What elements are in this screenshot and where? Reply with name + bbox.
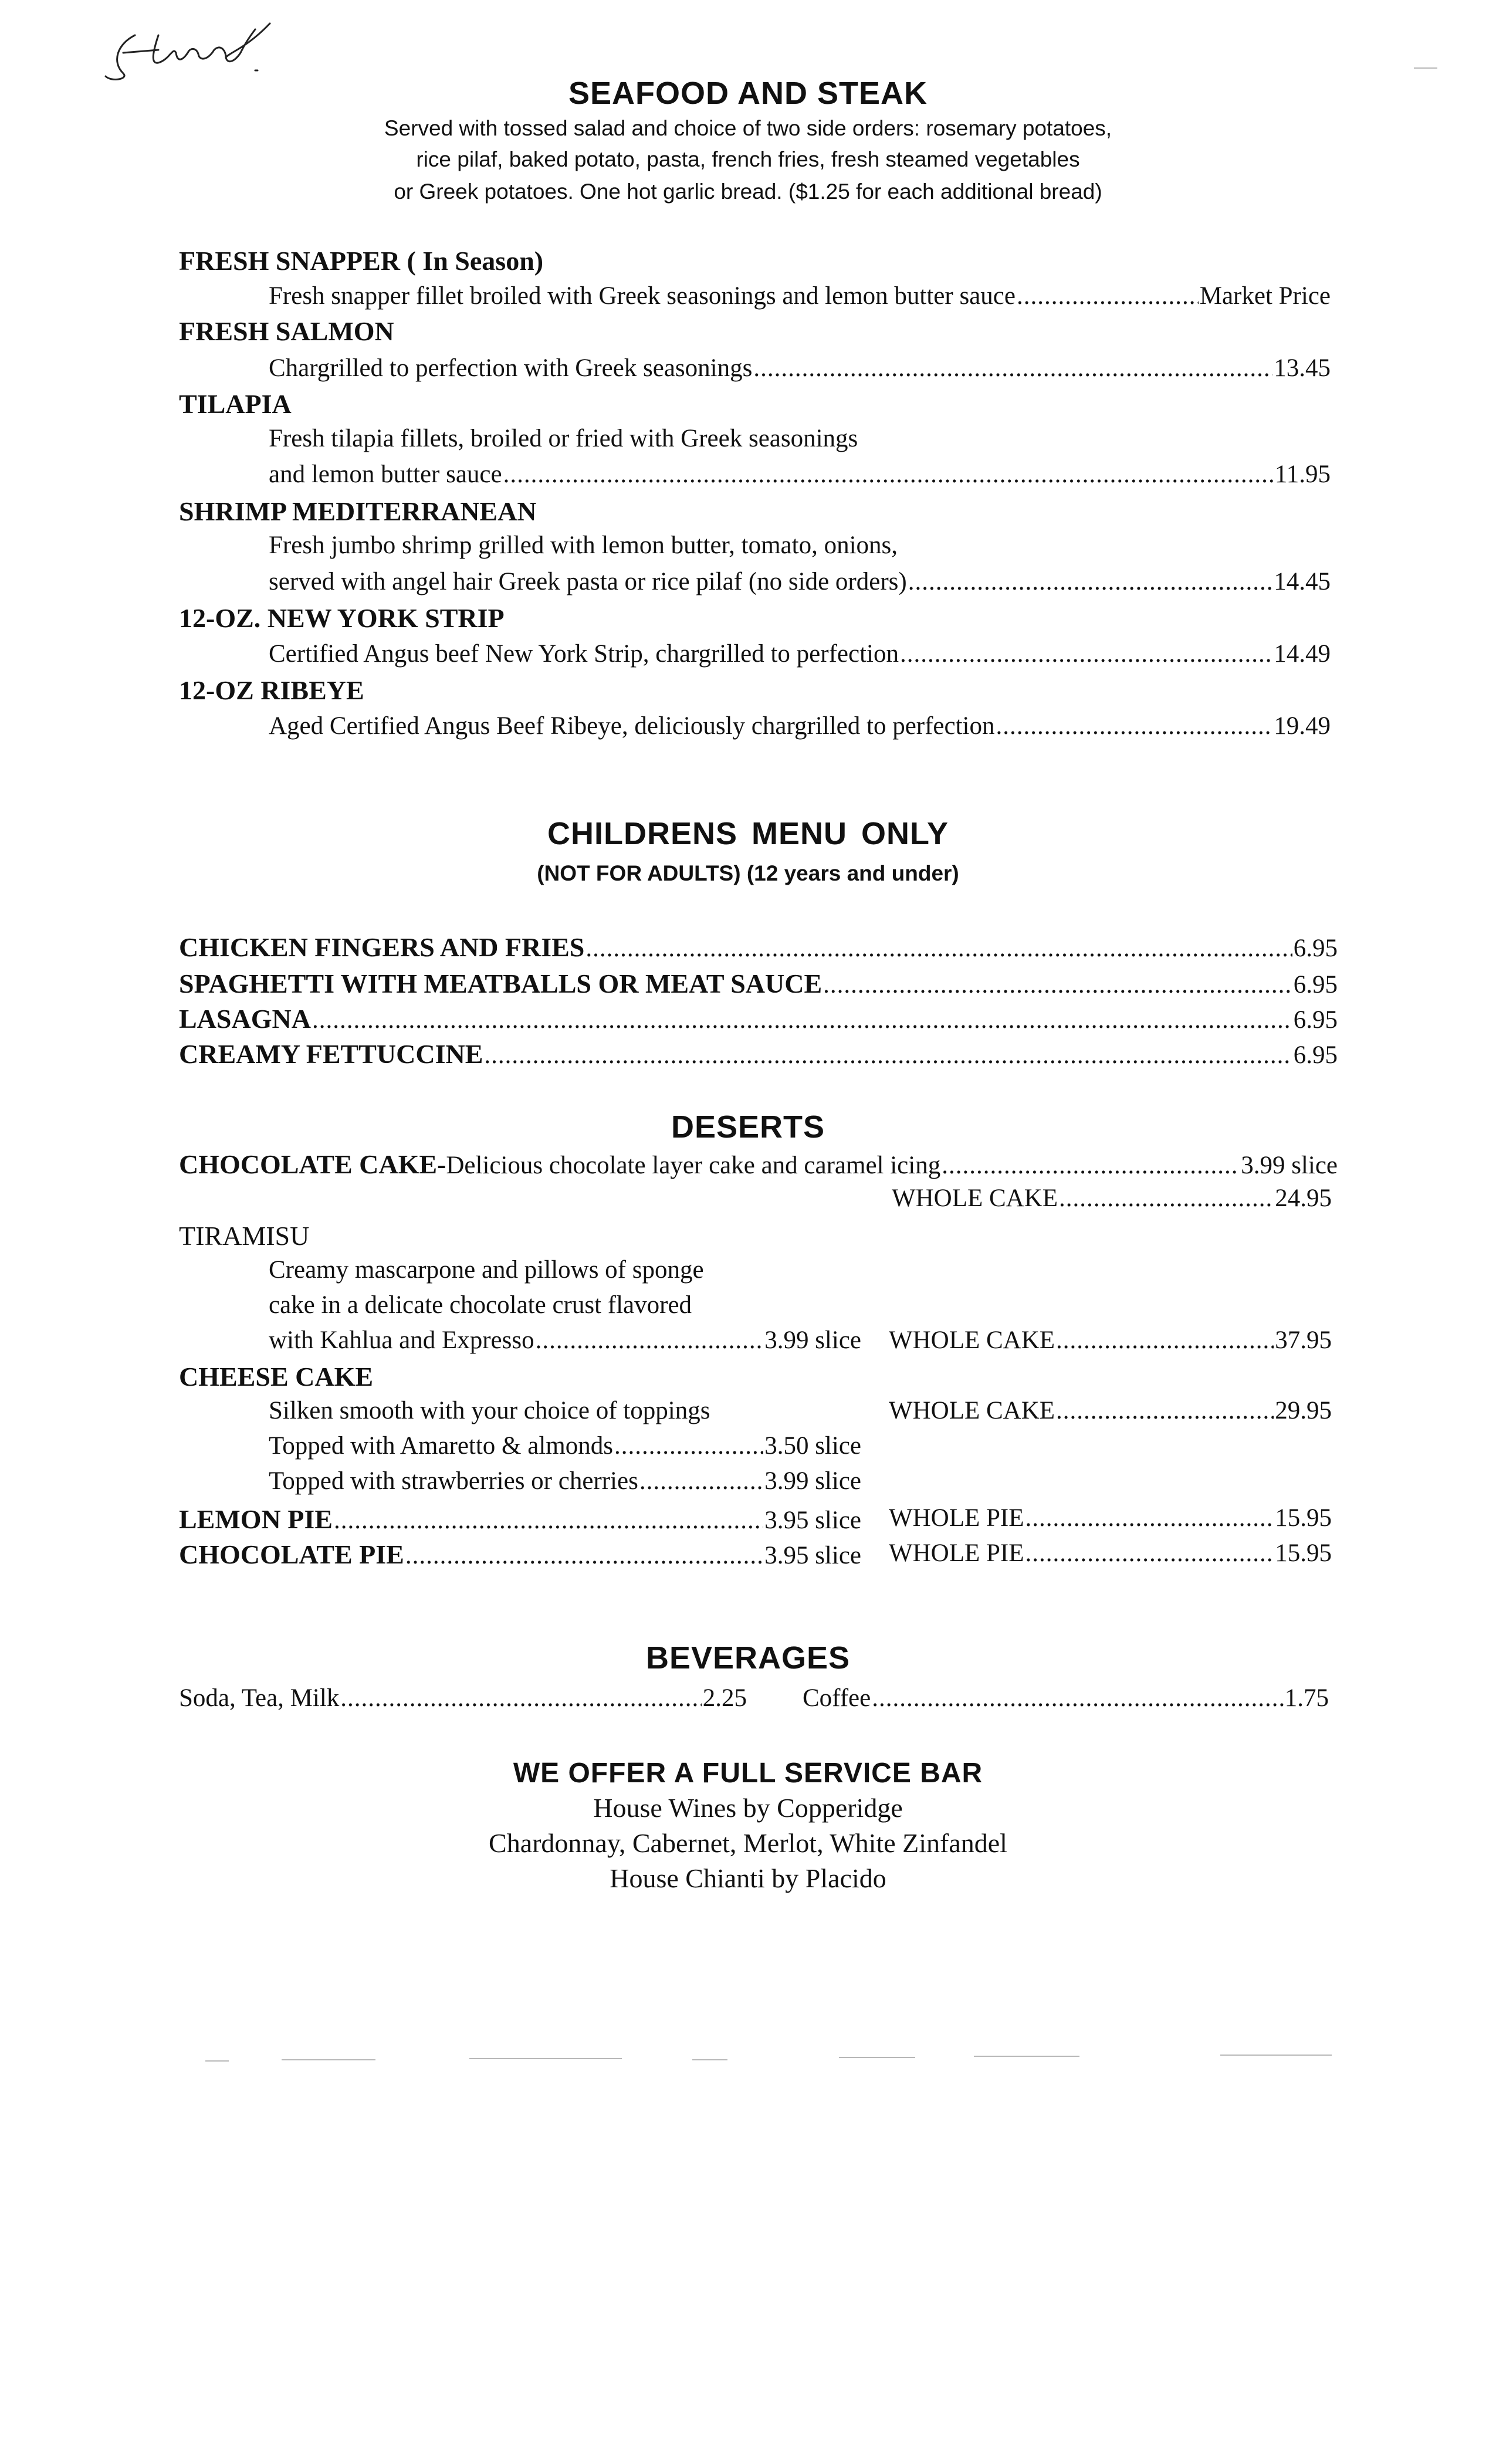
menu-item-salmon-price: 13.45 bbox=[1274, 354, 1331, 382]
menu-item-snapper: FRESH SNAPPER ( In Season) bbox=[179, 246, 544, 276]
menu-item-shrimp-row bbox=[269, 567, 1331, 596]
tiramisu-desc-1: Creamy mascarpone and pillows of sponge bbox=[269, 1256, 704, 1284]
tiramisu-slice-price: 3.99 slice bbox=[764, 1326, 861, 1354]
beverage-row bbox=[179, 1684, 747, 1712]
menu-item-tilapia-price: 11.95 bbox=[1274, 461, 1331, 488]
pie-whole-row bbox=[889, 1504, 1332, 1532]
bar-line: House Chianti by Placido bbox=[610, 1863, 886, 1893]
dot-leader bbox=[312, 1006, 1292, 1034]
dot-leader bbox=[900, 639, 1272, 668]
childrens-section-title: CHILDRENS MENU ONLY bbox=[547, 816, 949, 851]
dot-leader bbox=[823, 970, 1292, 999]
chocolate-cake-name: CHOCOLATE CAKE- bbox=[179, 1149, 446, 1179]
menu-item-salmon-desc: Chargrilled to perfection with Greek seasonings bbox=[269, 354, 753, 382]
whole-label: WHOLE PIE bbox=[889, 1539, 1024, 1567]
dot-leader bbox=[1056, 1326, 1274, 1355]
menu-item-shrimp-desc-2: served with angel hair Greek pasta or rice pilaf (no side orders) bbox=[269, 568, 907, 595]
menu-item-ribeye-desc: Aged Certified Angus Beef Ribeye, deliciously chargrilled to perfection bbox=[269, 712, 995, 740]
menu-item-tilapia-desc-1: Fresh tilapia fillets, broiled or fried with Greek seasonings bbox=[269, 425, 858, 452]
pie-slice-price: 3.95 slice bbox=[764, 1542, 861, 1569]
scan-artifact bbox=[839, 2057, 915, 2058]
kids-item-price: 6.95 bbox=[1293, 935, 1338, 962]
pie-slice-row bbox=[179, 1504, 861, 1535]
kids-item-row bbox=[179, 968, 1338, 999]
beverage-name: Coffee bbox=[803, 1684, 871, 1712]
menu-item-ribeye-price: 19.49 bbox=[1274, 712, 1331, 740]
pie-name: CHOCOLATE PIE bbox=[179, 1539, 404, 1569]
scan-artifact bbox=[1414, 67, 1437, 69]
menu-item-ribeye: 12-OZ RIBEYE bbox=[179, 675, 364, 705]
pie-slice-row bbox=[179, 1539, 861, 1570]
beverage-price: 1.75 bbox=[1284, 1684, 1329, 1712]
dot-leader bbox=[872, 1684, 1284, 1712]
pie-whole-price: 15.95 bbox=[1275, 1504, 1332, 1532]
chocolate-cake-desc: Delicious chocolate layer cake and caramel icing bbox=[446, 1152, 941, 1179]
menu-item-shrimp: SHRIMP MEDITERRANEAN bbox=[179, 496, 537, 526]
pie-whole-price: 15.95 bbox=[1275, 1539, 1332, 1567]
scan-artifact bbox=[282, 2059, 375, 2060]
dot-leader bbox=[1017, 282, 1199, 310]
deserts-section-title: DESERTS bbox=[671, 1109, 825, 1145]
pie-name: LEMON PIE bbox=[179, 1504, 333, 1534]
beverage-price: 2.25 bbox=[702, 1684, 747, 1712]
scan-artifact bbox=[1220, 2055, 1332, 2056]
dot-leader bbox=[405, 1541, 763, 1570]
dot-leader bbox=[334, 1506, 763, 1535]
dot-leader bbox=[1025, 1539, 1274, 1568]
cheese-cake-whole-price: 29.95 bbox=[1275, 1397, 1332, 1424]
dot-leader bbox=[1059, 1184, 1274, 1213]
kids-item-name: CHICKEN FINGERS AND FRIES bbox=[179, 932, 585, 962]
menu-item-salmon: FRESH SALMON bbox=[179, 316, 394, 346]
cheese-cake-desc: Silken smooth with your choice of toppings bbox=[269, 1397, 710, 1424]
menu-item-ny-strip: 12-OZ. NEW YORK STRIP bbox=[179, 603, 505, 633]
dot-leader bbox=[536, 1326, 764, 1355]
scan-artifact bbox=[205, 2060, 229, 2062]
tiramisu-whole-row bbox=[889, 1326, 1332, 1355]
scan-artifact bbox=[974, 2056, 1079, 2057]
whole-label: WHOLE CAKE bbox=[889, 1326, 1055, 1354]
beverage-row bbox=[803, 1684, 1329, 1712]
topping-price: 3.50 slice bbox=[764, 1432, 861, 1460]
tiramisu-whole-price: 37.95 bbox=[1275, 1326, 1332, 1354]
dot-leader bbox=[996, 712, 1273, 740]
menu-item-tilapia-desc-2: and lemon butter sauce bbox=[269, 461, 502, 488]
scan-artifact bbox=[692, 2059, 727, 2060]
whole-label: WHOLE CAKE bbox=[889, 1397, 1055, 1424]
menu-item-shrimp-price: 14.45 bbox=[1274, 568, 1331, 595]
menu-item-salmon-row bbox=[269, 354, 1331, 383]
seafood-intro-line-2: rice pilaf, baked potato, pasta, french fries, fresh steamed vegetables bbox=[416, 147, 1080, 171]
seafood-intro-line-1: Served with tossed salad and choice of two side orders: rosemary potatoes, bbox=[384, 116, 1112, 140]
kids-item-price: 6.95 bbox=[1293, 971, 1338, 999]
menu-item-tilapia-row bbox=[269, 460, 1331, 489]
kids-item-row bbox=[179, 1038, 1338, 1069]
pie-slice-price: 3.95 slice bbox=[764, 1507, 861, 1534]
dot-leader bbox=[585, 934, 1292, 963]
topping-name: Topped with strawberries or cherries bbox=[269, 1467, 638, 1495]
cheese-cake-whole-row bbox=[889, 1396, 1332, 1425]
tiramisu-desc-3: with Kahlua and Expresso bbox=[269, 1326, 534, 1354]
kids-item-row bbox=[179, 1003, 1338, 1034]
dot-leader bbox=[639, 1467, 763, 1495]
topping-name: Topped with Amaretto & almonds bbox=[269, 1432, 613, 1460]
bar-line: House Wines by Copperidge bbox=[593, 1793, 903, 1823]
chocolate-cake-whole-price: 24.95 bbox=[1275, 1184, 1332, 1212]
cheese-cake-topping-row bbox=[269, 1467, 861, 1495]
kids-item-name: CREAMY FETTUCCINE bbox=[179, 1039, 483, 1069]
menu-item-ny-strip-price: 14.49 bbox=[1274, 640, 1331, 668]
whole-label: WHOLE CAKE bbox=[892, 1184, 1058, 1212]
kids-item-name: LASAGNA bbox=[179, 1004, 311, 1034]
menu-item-shrimp-desc-1: Fresh jumbo shrimp grilled with lemon butter, tomato, onions, bbox=[269, 532, 898, 559]
dot-leader bbox=[484, 1041, 1292, 1069]
tiramisu-desc-2: cake in a delicate chocolate crust flavored bbox=[269, 1291, 692, 1319]
dot-leader bbox=[942, 1151, 1240, 1180]
menu-item-snapper-desc: Fresh snapper fillet broiled with Greek seasonings and lemon butter sauce bbox=[269, 282, 1016, 310]
childrens-subtitle: (NOT FOR ADULTS) (12 years and under) bbox=[537, 861, 959, 885]
cheese-cake-topping-row bbox=[269, 1431, 861, 1460]
kids-item-row bbox=[179, 932, 1338, 963]
chocolate-cake-whole-row bbox=[892, 1184, 1332, 1213]
seafood-intro-line-3: or Greek potatoes. One hot garlic bread. ($1.25 for each additional bread) bbox=[394, 180, 1102, 204]
dot-leader bbox=[614, 1431, 763, 1460]
seafood-section-title: SEAFOOD AND STEAK bbox=[568, 76, 928, 111]
menu-item-tilapia: TILAPIA bbox=[179, 389, 292, 419]
dot-leader bbox=[1025, 1504, 1274, 1532]
pie-whole-row bbox=[889, 1539, 1332, 1568]
kids-item-price: 6.95 bbox=[1293, 1041, 1338, 1069]
whole-label: WHOLE PIE bbox=[889, 1504, 1024, 1532]
tiramisu-slice-row bbox=[269, 1326, 861, 1355]
cheese-cake-name: CHEESE CAKE bbox=[179, 1362, 374, 1392]
tiramisu-name: TIRAMISU bbox=[179, 1221, 310, 1251]
bar-title: WE OFFER A FULL SERVICE BAR bbox=[513, 1758, 983, 1789]
menu-item-ny-strip-row bbox=[269, 639, 1331, 668]
menu-item-snapper-price: Market Price bbox=[1199, 282, 1331, 310]
scan-artifact bbox=[469, 2058, 622, 2059]
topping-price: 3.99 slice bbox=[764, 1467, 861, 1495]
dot-leader bbox=[1056, 1396, 1274, 1425]
menu-item-ny-strip-desc: Certified Angus beef New York Strip, chargrilled to perfection bbox=[269, 640, 899, 668]
beverage-name: Soda, Tea, Milk bbox=[179, 1684, 340, 1712]
menu-item-snapper-row bbox=[269, 282, 1331, 310]
chocolate-cake-slice-price: 3.99 slice bbox=[1241, 1152, 1338, 1179]
dot-leader bbox=[340, 1684, 701, 1712]
kids-item-name: SPAGHETTI WITH MEATBALLS OR MEAT SAUCE bbox=[179, 969, 823, 999]
beverages-section-title: BEVERAGES bbox=[645, 1640, 851, 1676]
menu-item-ribeye-row bbox=[269, 712, 1331, 740]
bar-line: Chardonnay, Cabernet, Merlot, White Zinfandel bbox=[489, 1828, 1007, 1858]
chocolate-cake-row bbox=[179, 1149, 1338, 1180]
dot-leader bbox=[908, 567, 1273, 596]
dot-leader bbox=[503, 460, 1274, 489]
kids-item-price: 6.95 bbox=[1293, 1006, 1338, 1034]
dot-leader bbox=[753, 354, 1272, 383]
